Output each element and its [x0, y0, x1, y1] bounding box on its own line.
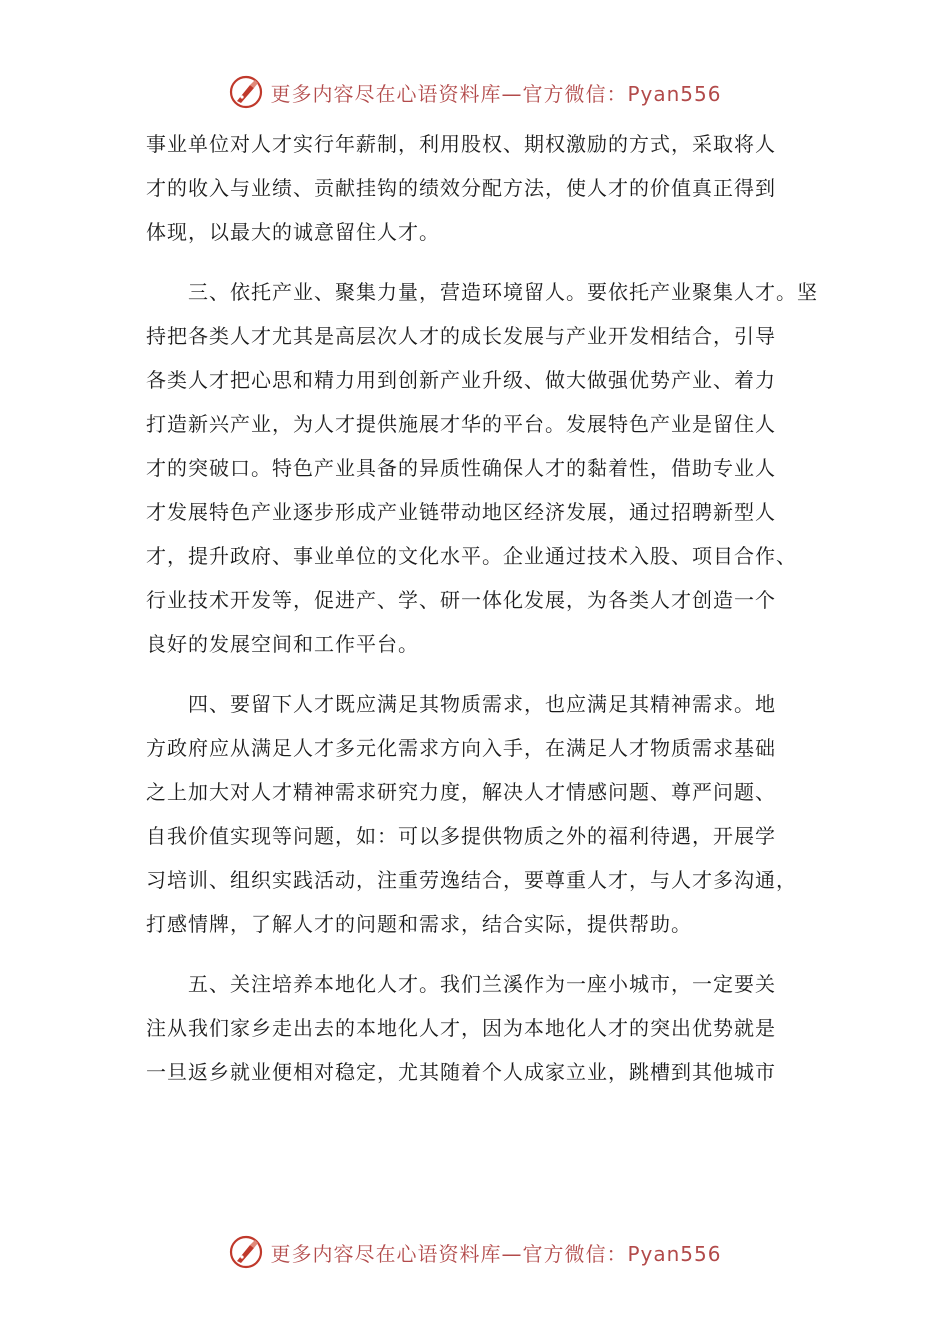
text-line: 五、关注培养本地化人才。我们兰溪作为一座小城市，一定要关 [146, 972, 776, 996]
text-line: 之上加大对人才精神需求研究力度，解决人才情感问题、尊严问题、 [146, 780, 776, 804]
text-line: 良好的发展空间和工作平台。 [146, 632, 419, 656]
paragraph-4 [146, 962, 846, 1094]
text-line: 方政府应从满足人才多元化需求方向入手，在满足人才物质需求基础 [146, 736, 776, 760]
text-line: 打造新兴产业，为人才提供施展才华的平台。发展特色产业是留住人 [146, 412, 776, 436]
footer-banner [0, 1230, 950, 1274]
text-line: 体现，以最大的诚意留住人才。 [146, 220, 440, 244]
text-line: 才，提升政府、事业单位的文化水平。企业通过技术入股、项目合作、 [146, 544, 797, 568]
paragraph-2 [146, 270, 846, 666]
text-line: 事业单位对人才实行年薪制，利用股权、期权激励的方式，采取将人 [146, 132, 776, 156]
text-line: 才的收入与业绩、贡献挂钩的绩效分配方法，使人才的价值真正得到 [146, 176, 776, 200]
pen-nib-logo-icon [228, 74, 264, 110]
text-line: 习培训、组织实践活动，注重劳逸结合，要尊重人才，与人才多沟通， [146, 868, 797, 892]
text-line: 才发展特色产业逐步形成产业链带动地区经济发展，通过招聘新型人 [146, 500, 776, 524]
text-line: 才的突破口。特色产业具备的异质性确保人才的黏着性，借助专业人 [146, 456, 776, 480]
text-line: 一旦返乡就业便相对稳定，尤其随着个人成家立业，跳槽到其他城市 [146, 1060, 776, 1084]
text-line: 四、要留下人才既应满足其物质需求，也应满足其精神需求。地 [146, 692, 776, 716]
paragraph-1 [146, 122, 846, 254]
text-line: 打感情牌，了解人才的问题和需求，结合实际，提供帮助。 [146, 912, 692, 936]
document-body [146, 122, 846, 1094]
text-line: 持把各类人才尤其是高层次人才的成长发展与产业开发相结合，引导 [146, 324, 776, 348]
text-line: 自我价值实现等问题，如：可以多提供物质之外的福利待遇，开展学 [146, 824, 776, 848]
paragraph-3 [146, 682, 846, 946]
text-line: 各类人才把心思和精力用到创新产业升级、做大做强优势产业、着力 [146, 368, 776, 392]
text-line: 行业技术开发等，促进产、学、研一体化发展，为各类人才创造一个 [146, 588, 776, 612]
header-banner [0, 70, 950, 114]
header-banner-text: 更多内容尽在心语资料库—官方微信：Pyan556 [270, 81, 722, 106]
pen-nib-logo-icon [228, 1234, 264, 1270]
text-line: 三、依托产业、聚集力量，营造环境留人。要依托产业聚集人才。坚 [146, 280, 818, 304]
text-line: 注从我们家乡走出去的本地化人才，因为本地化人才的突出优势就是 [146, 1016, 776, 1040]
footer-banner-text: 更多内容尽在心语资料库—官方微信：Pyan556 [270, 1241, 722, 1266]
